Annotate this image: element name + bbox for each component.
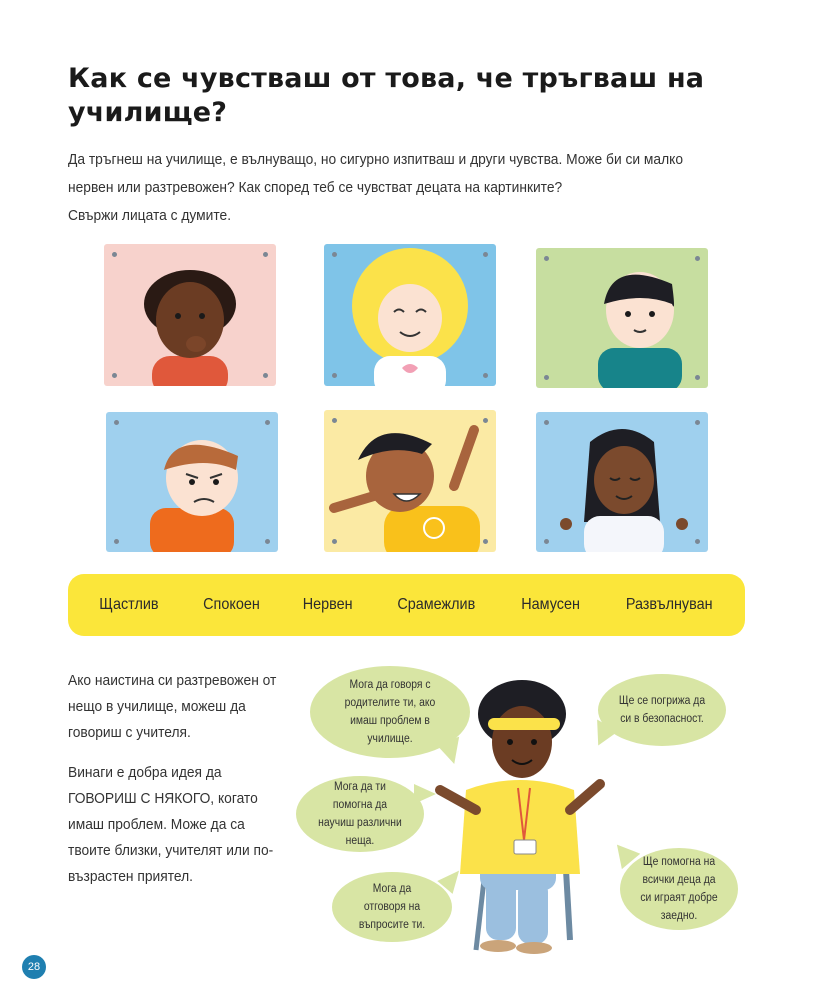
shy-child-illustration: [536, 248, 708, 388]
calm-child-illustration: [536, 412, 708, 552]
face-card-grumpy[interactable]: [106, 412, 278, 552]
nervous-child-illustration: [104, 244, 276, 386]
word-excited[interactable]: Развълнуван: [625, 596, 713, 613]
face-card-excited[interactable]: [324, 244, 496, 386]
side-paragraph-2: Винаги е добра идея да ГОВОРИШ С НЯКОГО, когато имаш проблем. Може да са твоите близки, учителят или по-възрастен приятел.: [68, 764, 274, 885]
side-paragraph-1: Ако наистина си разтревожен от нещо в училище, можеш да говориш с учителя.: [68, 672, 277, 741]
happy-child-illustration: [324, 410, 496, 552]
word-grumpy[interactable]: Намусен: [520, 596, 580, 613]
word-happy[interactable]: Щастлив: [99, 596, 159, 613]
side-text: [68, 668, 280, 904]
bubble-tail-learning: [414, 784, 436, 804]
face-card-calm[interactable]: [536, 412, 708, 552]
bubble-text-play-together: Ще помогна на всички деца да си играят добре заедно.: [640, 856, 718, 922]
grumpy-child-illustration: [106, 412, 278, 552]
speech-bubble-learning: [296, 776, 424, 852]
word-nervous[interactable]: Нервен: [303, 596, 353, 613]
speech-bubble-questions: [332, 872, 452, 942]
face-card-happy[interactable]: [324, 410, 496, 552]
speech-bubble-safety: [598, 674, 726, 746]
bubble-text-safety: Ще се погрижа да си в безопасност.: [618, 695, 706, 725]
intro-instruction: Свържи лицата с думите.: [68, 207, 232, 224]
intro-text: [68, 146, 703, 230]
feelings-words-bar: [68, 574, 745, 636]
face-card-shy[interactable]: [536, 248, 708, 388]
bubble-text-parents: Мога да говоря с родителите ти, ако имаш проблем в училище.: [344, 679, 436, 745]
bubble-text-questions: Мога да отговоря на въпросите ти.: [358, 883, 426, 931]
intro-paragraph: Да тръгнеш на училище, е вълнуващо, но сигурно изпитваш и други чувства. Може би си малко нервен или разтревожен? Как според теб се чувстват децата на картинките?: [68, 151, 684, 196]
speech-bubble-play-together: [620, 848, 738, 930]
page-title: Как се чувстваш от това, че тръгваш на училище?: [68, 63, 705, 128]
page-number-badge: 28: [22, 955, 46, 979]
bubble-text-learning: Мога да ти помогна да научиш различни неща.: [318, 781, 402, 847]
word-calm[interactable]: Спокоен: [202, 596, 260, 613]
excited-child-illustration: [324, 244, 496, 386]
word-shy[interactable]: Срамежлив: [397, 596, 476, 613]
face-card-nervous[interactable]: [104, 244, 276, 386]
